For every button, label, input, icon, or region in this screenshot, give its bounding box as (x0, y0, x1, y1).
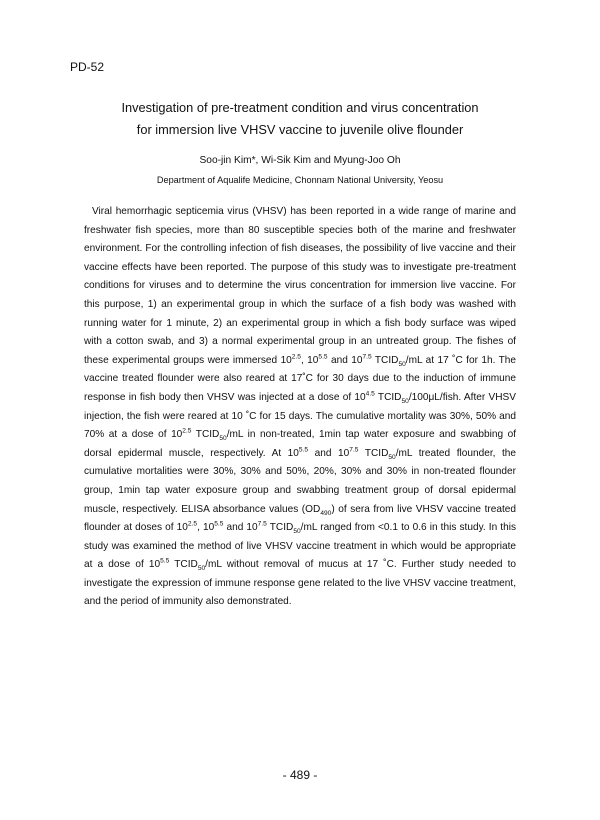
abstract-text: ) of sera from live VHSV vaccine treated flounder at doses of 10 (84, 503, 516, 534)
exponent: 7.5 (362, 353, 372, 361)
abstract-text: TCID (371, 354, 399, 366)
exponent: 5.5 (298, 446, 309, 454)
title-line-2: for immersion live VHSV vaccine to juvenile olive flounder (136, 122, 464, 137)
abstract-text: /mL in non-treated, 1min tap water exposure and swabbing of dorsal epidermal muscle, respectively. At 10 (84, 429, 516, 459)
exponent: 5.5 (214, 520, 224, 528)
subscript: 50 (401, 397, 409, 405)
abstract-text: TCID (191, 429, 220, 441)
abstract-text: and 10 (223, 522, 258, 534)
abstract-text: /mL ranged from <0.1 to 0.6 in this study. In this study was examined the method of live VHSV vaccine treatment in which would be appropriate at a dose of 10 (84, 522, 516, 571)
subscript: 50 (219, 435, 227, 443)
abstract-text: /mL at 17 ˚C for 1h. The vaccine treated flounder were also reared at 17˚C for 30 days due to the induction of immune response in fish body then VHSV was injected at a dose of 10 (84, 354, 516, 403)
subscript: 50 (398, 360, 406, 368)
subscript: 50 (388, 453, 396, 461)
abstract-text: TCID (374, 391, 402, 403)
exponent: 5.5 (160, 557, 170, 565)
exponent: 2.5 (182, 427, 192, 435)
abstract-text: TCID (358, 447, 389, 459)
abstract-text: , 10 (300, 354, 319, 366)
abstract-text: /mL without removal of mucus at 17 ˚C. Further study needed to investigate the expression of immune response gene related to the live VHSV vaccine treatment, and the period of immunity also demonstrated. (84, 559, 516, 608)
abstract-code: PD-52 (70, 60, 105, 74)
affiliation: Department of Aqualife Medicine, Chonnam National University, Yeosu (156, 175, 444, 185)
exponent: 5.5 (318, 353, 328, 361)
abstract-text: /mL treated flounder, the cumulative mortalities were 30%, 30% and 50%, 20%, 30% and 30% in non-treated flounder group, 1min tap water exposure group and swabbing treatment group of dorsal epidermal muscle, respectively. ELISA absorbance values (OD (84, 447, 517, 515)
subscript: 50 (293, 528, 301, 536)
abstract-text: TCID (169, 559, 198, 571)
abstract-text: and 10 (308, 447, 350, 459)
paper-title (70, 97, 530, 141)
abstract-text: Viral hemorrhagic septicemia virus (VHSV) has been reported in a wide range of marine and freshwater fish species, more than 80 susceptible species both of the marine and freshwater environment. For the controlling infection of fish diseases, the possibility of live vaccine and their vaccine effects have been reported. The purpose of this study was to investigate pre-treatment conditions for viruses and to determine the virus concentration for immersion live vaccine. For this purpose, 1) an experimental group in which the surface of a fish body was washed with running water for 1 minute, 2) an experimental group in which a fish body surface was wiped with a cotton swab, and 3) a normal experimental group in an untreated group. The fishes of these experimental groups were immersed 10 (84, 206, 516, 366)
abstract-text: , 10 (197, 522, 215, 534)
subscript: 490 (320, 509, 332, 517)
exponent: 7.5 (257, 520, 267, 528)
exponent: 7.5 (349, 446, 359, 454)
exponent: 2.5 (291, 353, 301, 361)
page-number: - 489 - (282, 768, 318, 782)
abstract-text: and 10 (327, 354, 363, 366)
abstract-text: /100μL/fish. After VHSV injection, the fish were reared at 10 ˚C for 15 days. The cumulative mortality was 30%, 50% and 70% at a dose of 10 (84, 391, 516, 441)
exponent: 2.5 (187, 520, 198, 528)
title-line-1: Investigation of pre-treatment condition and virus concentration (121, 100, 479, 115)
abstract-text: TCID (266, 522, 294, 534)
exponent: 4.5 (365, 390, 375, 398)
abstract-body (84, 203, 516, 612)
author-list: Soo-jin Kim*, Wi-Sik Kim and Myung-Joo Oh (199, 155, 401, 166)
subscript: 50 (197, 565, 206, 573)
